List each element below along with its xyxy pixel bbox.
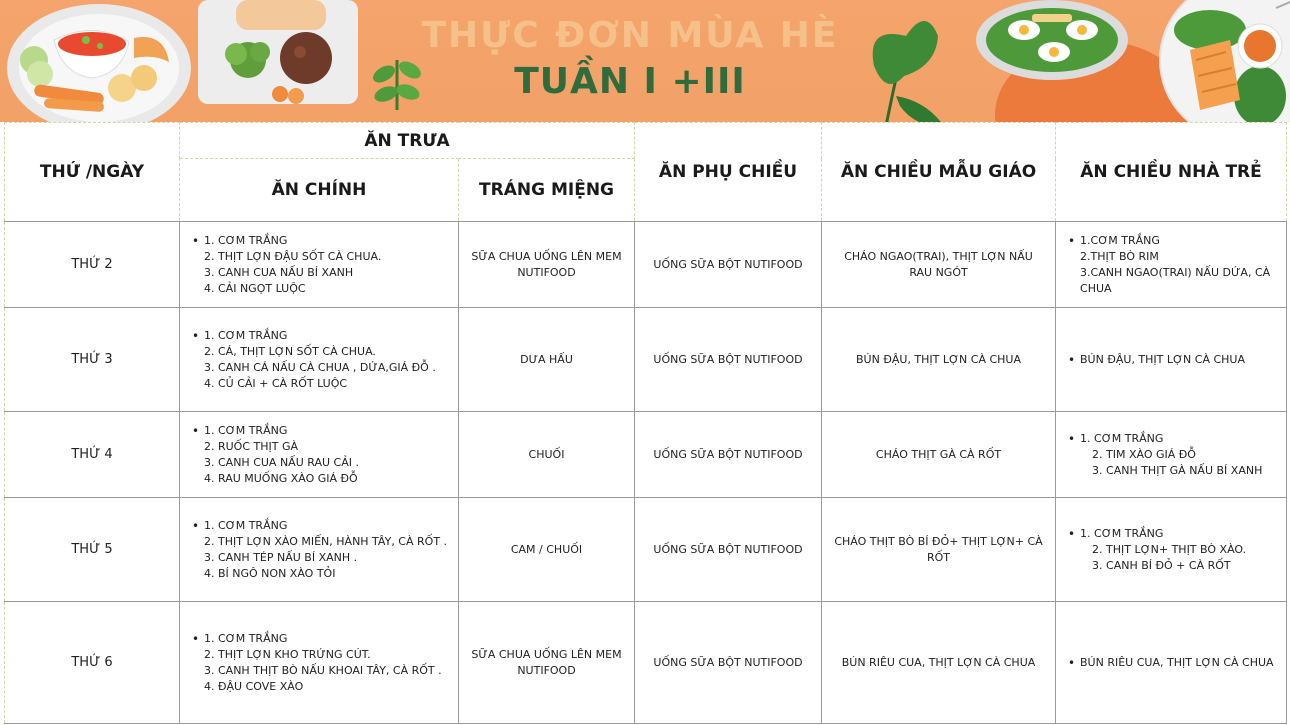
main-course-item: 3. CANH TÉP NẤU BÍ XANH .	[204, 550, 358, 564]
egg-salad-plate-illustration	[972, 0, 1132, 84]
header-main-course: ĂN CHÍNH	[180, 159, 459, 222]
main-course-item: • 1. CƠM TRẮNG	[192, 233, 450, 249]
kindergarten-cell: CHÁO NGAO(TRAI), THỊT LỢN NẤU RAU NGÓT	[822, 222, 1056, 308]
broccoli-plate-illustration	[188, 0, 368, 108]
kindergarten-cell: CHÁO THỊT BÒ BÍ ĐỎ+ THỊT LỢN+ CÀ RỐT	[822, 498, 1056, 602]
kindergarten-cell: BÚN RIÊU CUA, THỊT LỢN CÀ CHUA	[822, 602, 1056, 724]
snack-cell: UỐNG SỮA BỘT NUTIFOOD	[635, 308, 822, 412]
main-course-item: 3. CANH CUA NẤU RAU CẢI .	[204, 455, 359, 469]
nursery-cell	[1056, 412, 1287, 498]
menu-row	[5, 308, 1287, 412]
main-course-item: 2. RUỐC THỊT GÀ	[204, 439, 299, 453]
dessert-cell: SỮA CHUA UỐNG LÊN MEM NUTIFOOD	[459, 222, 635, 308]
nursery-item: 2. THỊT LỢN+ THỊT BÒ XÀO.	[1092, 542, 1247, 556]
day-cell: THỨ 5	[5, 498, 180, 602]
day-cell: THỨ 6	[5, 602, 180, 724]
main-course-item: • 1. CƠM TRẮNG	[192, 518, 450, 534]
snack-cell: UỐNG SỮA BỘT NUTIFOOD	[635, 412, 822, 498]
main-course-item: • 1. CƠM TRẮNG	[192, 328, 450, 344]
main-course-item: 4. ĐẬU COVE XÀO	[204, 679, 304, 693]
menu-row	[5, 222, 1287, 308]
kindergarten-cell: CHÁO THỊT GÀ CÀ RỐT	[822, 412, 1056, 498]
main-course-item: 2. CÁ, THỊT LỢN SỐT CÀ CHUA.	[204, 344, 376, 358]
dessert-cell: DƯA HẤU	[459, 308, 635, 412]
header-nursery-dinner: ĂN CHIỀU NHÀ TRẺ	[1056, 123, 1287, 222]
spring-roll-plate-illustration	[1150, 0, 1290, 122]
nursery-item: 3. CANH THỊT GÀ NẤU BÍ XANH	[1092, 463, 1263, 477]
main-course-item: 2. THỊT LỢN XÀO MIẾN, HÀNH TÂY, CÀ RỐT .	[204, 534, 448, 548]
snack-cell: UỐNG SỮA BỘT NUTIFOOD	[635, 498, 822, 602]
main-course-item: 2. THỊT LỢN KHO TRỨNG CÚT.	[204, 647, 371, 661]
nursery-item: • 1. CƠM TRẮNG	[1068, 431, 1278, 447]
main-course-cell	[180, 498, 459, 602]
spinach-leaf-icon	[856, 6, 956, 122]
nursery-cell	[1056, 602, 1287, 724]
main-course-item: • 1. CƠM TRẮNG	[192, 631, 450, 647]
day-cell: THỨ 2	[5, 222, 180, 308]
nursery-cell	[1056, 498, 1287, 602]
header-kindergarten-dinner: ĂN CHIỀU MẪU GIÁO	[822, 123, 1056, 222]
menu-row	[5, 412, 1287, 498]
day-cell: THỨ 3	[5, 308, 180, 412]
nursery-item: 2.THỊT BÒ RIM	[1080, 249, 1159, 263]
nursery-cell	[1056, 308, 1287, 412]
main-course-item: 4. RAU MUỐNG XÀO GIÁ ĐỖ	[204, 471, 358, 485]
header-day: THỨ /NGÀY	[5, 123, 180, 222]
main-course-cell	[180, 412, 459, 498]
nursery-item: 2. TIM XÀO GIÁ ĐỖ	[1092, 447, 1196, 461]
nursery-item: • 1. CƠM TRẮNG	[1068, 526, 1278, 542]
main-course-item: 4. CỦ CẢI + CÀ RỐT LUỘC	[204, 376, 348, 390]
menu-row	[5, 602, 1287, 724]
main-course-cell	[180, 222, 459, 308]
main-course-item: 4. BÍ NGÔ NON XÀO TỎI	[204, 566, 336, 580]
dessert-cell: CHUỐI	[459, 412, 635, 498]
weekly-menu-table	[4, 122, 1287, 724]
nursery-item: • 1.CƠM TRẮNG	[1068, 233, 1278, 249]
header-lunch: ĂN TRƯA	[180, 123, 635, 159]
header-dessert: TRÁNG MIỆNG	[459, 159, 635, 222]
main-course-item: 3. CANH CUA NẤU BÍ XANH	[204, 265, 354, 279]
menu-banner	[0, 0, 1290, 122]
nursery-item: 3.CANH NGAO(TRAI) NẤU DỨA, CÀ CHUA	[1080, 265, 1271, 295]
banner-title: THỰC ĐƠN MÙA HÈ	[421, 15, 839, 56]
main-course-cell	[180, 602, 459, 724]
nursery-item: 3. CANH BÍ ĐỎ + CÀ RỐT	[1092, 558, 1231, 572]
nursery-item: • BÚN ĐẬU, THỊT LỢN CÀ CHUA	[1068, 352, 1278, 368]
menu-row	[5, 498, 1287, 602]
snack-cell: UỐNG SỮA BỘT NUTIFOOD	[635, 602, 822, 724]
day-cell: THỨ 4	[5, 412, 180, 498]
main-course-item: • 1. CƠM TRẮNG	[192, 423, 450, 439]
main-course-item: 4. CẢI NGỌT LUỘC	[204, 281, 306, 295]
nursery-cell	[1056, 222, 1287, 308]
main-course-item: 3. CANH CÁ NẤU CÀ CHUA , DỨA,GIÁ ĐỖ .	[204, 360, 436, 374]
dessert-cell: CAM / CHUỐI	[459, 498, 635, 602]
salad-plate-illustration	[4, 2, 194, 122]
banner-subtitle: TUẦN I +III	[514, 61, 746, 102]
dessert-cell: SỮA CHUA UỐNG LÊN MEM NUTIFOOD	[459, 602, 635, 724]
header-afternoon-snack: ĂN PHỤ CHIỀU	[635, 123, 822, 222]
kindergarten-cell: BÚN ĐẬU, THỊT LỢN CÀ CHUA	[822, 308, 1056, 412]
main-course-cell	[180, 308, 459, 412]
nursery-item: • BÚN RIÊU CUA, THỊT LỢN CÀ CHUA	[1068, 655, 1278, 671]
main-course-item: 2. THỊT LỢN ĐẬU SỐT CÀ CHUA.	[204, 249, 382, 263]
snack-cell: UỐNG SỮA BỘT NUTIFOOD	[635, 222, 822, 308]
main-course-item: 3. CANH THỊT BÒ NẤU KHOAI TÂY, CÀ RỐT .	[204, 663, 442, 677]
